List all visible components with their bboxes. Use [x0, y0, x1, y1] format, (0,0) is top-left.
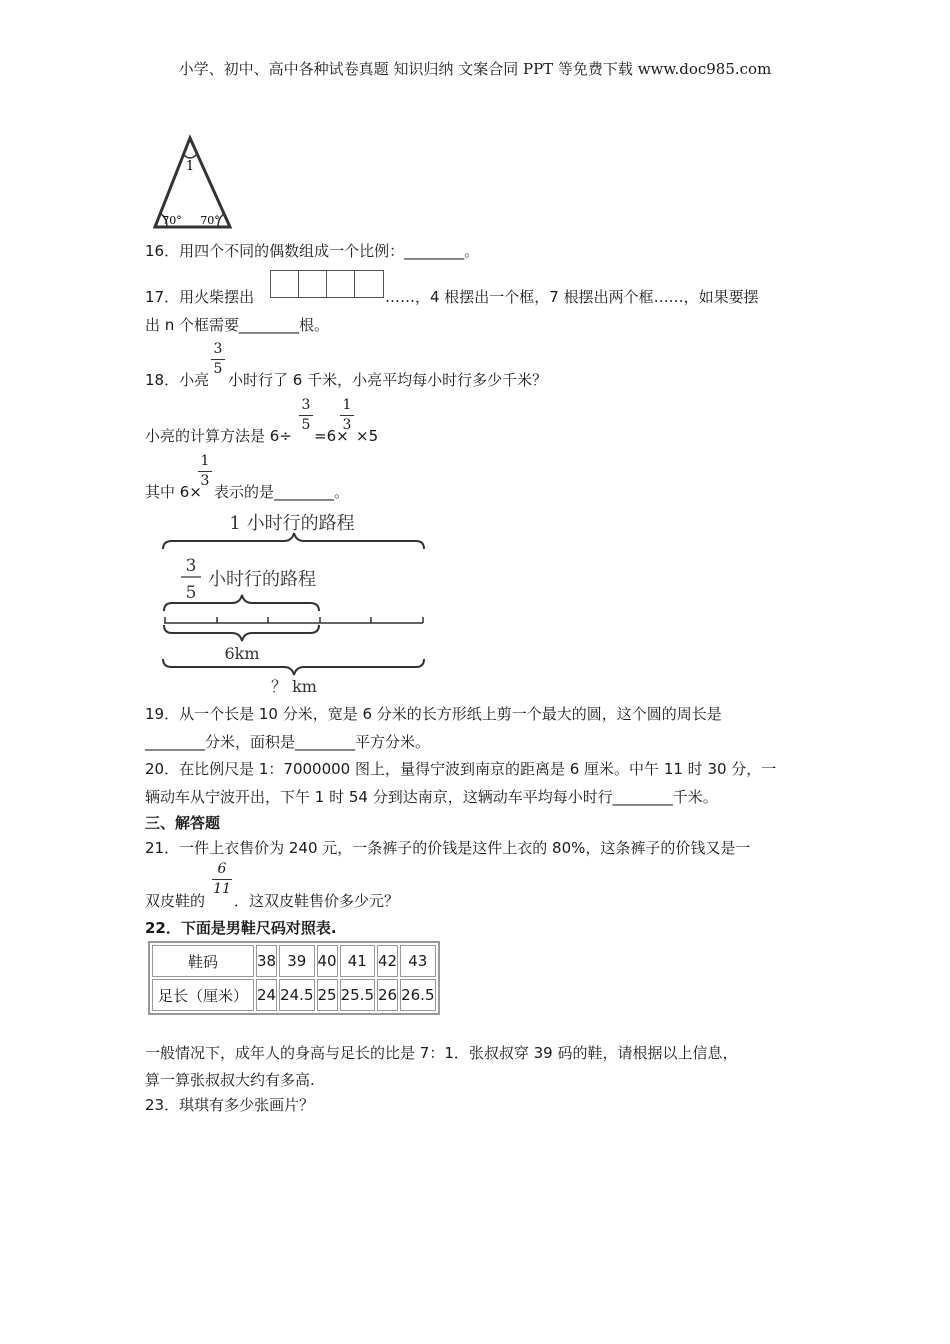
fraction-3-5: 3 5 [299, 397, 313, 434]
question-18-line2a: 小亮的计算方法是 6÷ [145, 427, 292, 445]
table-cell: 25 [317, 979, 338, 1011]
question-23: 23．琪琪有多少张画片？ [145, 1096, 315, 1114]
question-19-line1: 19．从一个长是 10 分米，宽是 6 分米的长方形纸上剪一个最大的圆，这个圆的周长是 [145, 705, 722, 723]
page-header: 小学、初中、高中各种试卷真题 知识归纳 文案合同 PPT 等免费下载 www.doc985.com [178, 60, 772, 78]
question-17-line2: 出 n 个框需要________根。 [145, 316, 330, 334]
angle-label-left: 70° [162, 214, 182, 227]
brace-top [163, 533, 424, 549]
matchstick-box [354, 270, 384, 298]
diagram-frac-num: 3 [185, 556, 197, 576]
diagram-frac-den: 5 [185, 583, 197, 603]
fraction-3-5: 3 5 [211, 341, 225, 378]
question-21-line2a: 双皮鞋的 [145, 892, 206, 910]
section-title: 三、解答题 [145, 814, 221, 832]
matchstick-box [298, 270, 327, 298]
table-row [152, 945, 436, 977]
table-cell: 24 [256, 979, 277, 1011]
question-22-para-line1: 一般情况下，成年人的身高与足长的比是 7：1．张叔叔穿 39 码的鞋，请根据以上信息， [145, 1044, 738, 1062]
angle-label-top: 1 [185, 159, 195, 174]
table-cell: 24.5 [279, 979, 314, 1011]
brace-6km [164, 625, 319, 641]
fraction-6-11: 6 11 [213, 861, 231, 897]
table-header-cell: 足长（厘米） [152, 979, 254, 1011]
question-18-line1a: 18．小亮 [145, 371, 210, 389]
matchstick-box [270, 270, 299, 298]
table-row [152, 979, 436, 1011]
question-19-line2: ________分米，面积是________平方分米。 [145, 733, 431, 751]
diagram-top-label: 1 小时行的路程 [229, 513, 355, 534]
table-header-cell: 鞋码 [152, 945, 254, 977]
table-cell: 26 [377, 979, 398, 1011]
question-21-line1: 21．一件上衣售价为 240 元，一条裤子的价钱是这件上衣的 80%，这条裤子的价钱又是一 [145, 839, 751, 857]
diagram-qkm: ？ km [271, 677, 317, 696]
question-18-line3a: 其中 6× [145, 483, 202, 501]
matchstick-boxes [270, 270, 384, 298]
matchstick-box [326, 270, 355, 298]
question-18-line2b: =6× [314, 427, 349, 445]
diagram-6km: 6km [224, 644, 260, 663]
table-cell: 41 [340, 945, 375, 977]
question-17-part2: ……，4 根摆出一个框，7 根摆出两个框……，如果要摆 [385, 288, 759, 306]
brace-total [163, 659, 424, 675]
angle-arc-top [183, 154, 197, 158]
question-18-line1b: 小时行了 6 千米，小亮平均每小时行多少千米？ [228, 371, 548, 389]
question-21-line2b: ．这双皮鞋售价多少元？ [234, 892, 400, 910]
diagram-mid-label: 小时行的路程 [208, 569, 316, 590]
shoe-size-table [148, 941, 440, 1015]
distance-diagram [160, 505, 430, 700]
table-cell: 40 [317, 945, 338, 977]
question-22-title: 22．下面是男鞋尺码对照表. [145, 919, 337, 937]
angle-label-right: 70° [200, 214, 220, 227]
table-cell: 42 [377, 945, 398, 977]
table-cell: 43 [400, 945, 435, 977]
triangle-figure [150, 134, 240, 230]
question-20-line2: 辆动车从宁波开出，下午 1 时 54 分到达南京，这辆动车平均每小时行________千米。 [145, 788, 718, 806]
shoe-size-table-wrapper [148, 941, 440, 1015]
fraction-1-3: 1 3 [198, 453, 212, 490]
table-cell: 38 [256, 945, 277, 977]
question-18-line3b: 表示的是________。 [214, 483, 350, 501]
table-cell: 39 [279, 945, 314, 977]
table-cell: 25.5 [340, 979, 375, 1011]
fraction-1-3: 1 3 [340, 397, 354, 434]
question-17-part1: 17．用火柴摆出 [145, 288, 255, 306]
question-22-para-line2: 算一算张叔叔大约有多高. [145, 1071, 315, 1089]
question-18-line2c: ×5 [356, 427, 379, 445]
question-20-line1: 20．在比例尺是 1：7000000 图上，量得宁波到南京的距离是 6 厘米。中午 11 时 30 分，一 [145, 760, 777, 778]
table-cell: 26.5 [400, 979, 435, 1011]
question-16: 16．用四个不同的偶数组成一个比例：________。 [145, 242, 480, 260]
